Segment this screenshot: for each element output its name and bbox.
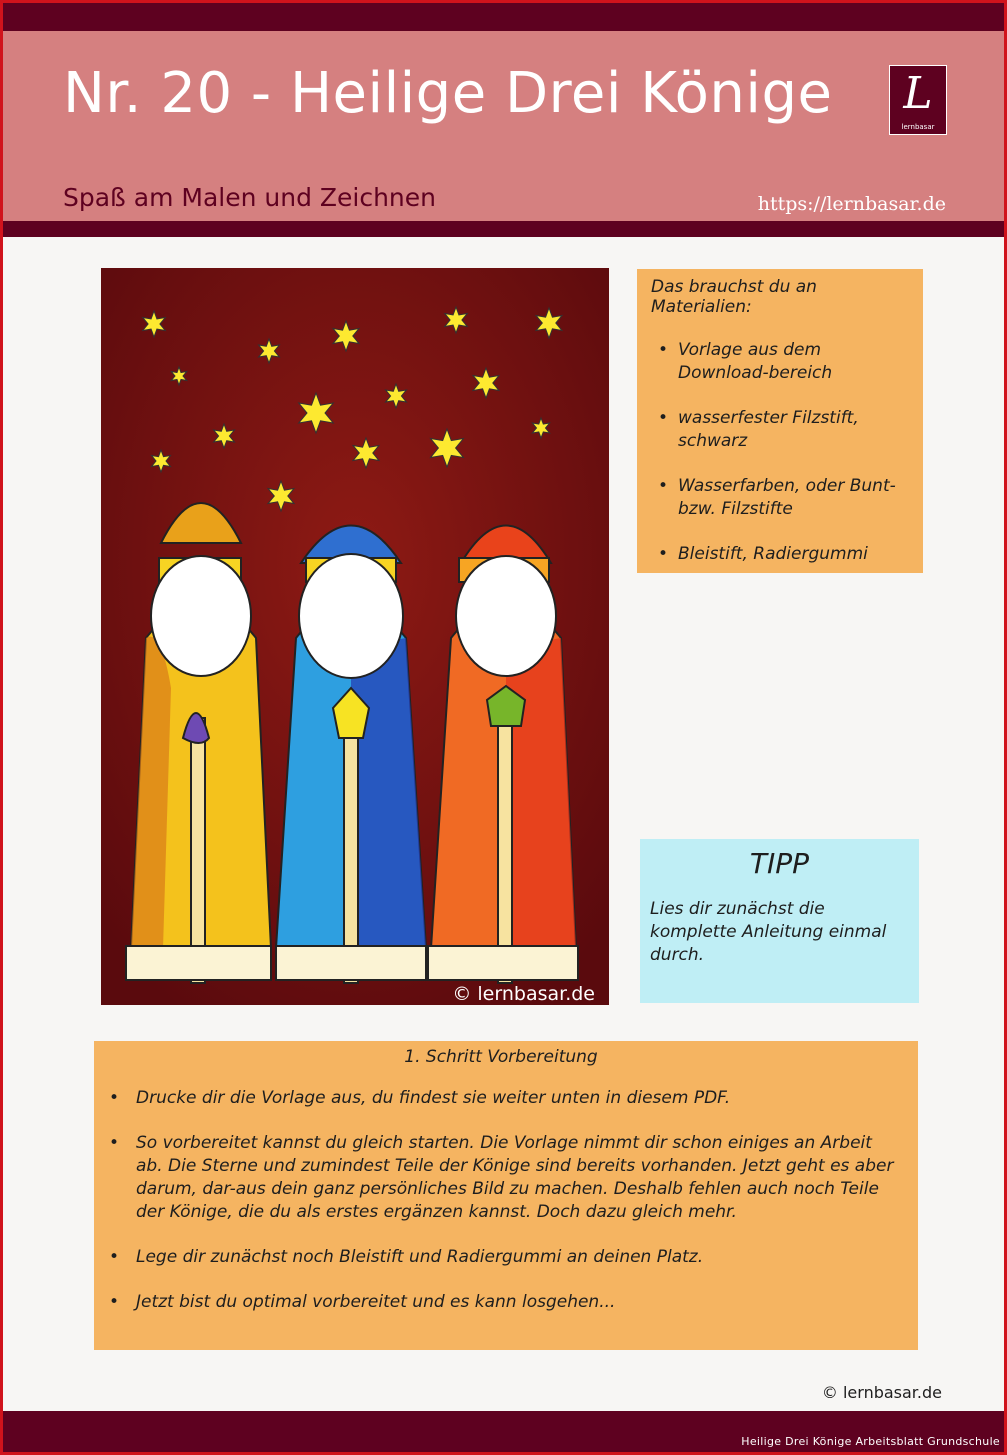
materials-list — [651, 339, 913, 566]
steps-list — [106, 1087, 896, 1314]
step-item: • Drucke dir die Vorlage aus, du findest sie weiter unten in diesem PDF. — [106, 1087, 896, 1110]
page-title: Nr. 20 - Heilige Drei Könige — [63, 61, 833, 126]
materials-box — [637, 269, 923, 573]
top-bar — [3, 3, 1004, 31]
lernbasar-logo[interactable] — [889, 65, 947, 135]
tipp-title: TIPP — [749, 847, 810, 880]
materials-item: • Bleistift, Radiergummi — [651, 543, 913, 566]
step-item: • So vorbereitet kannst du gleich starten. Die Vorlage nimmt dir schon einiges an Arbeit ab. Die Sterne und zumindest Teile der Könige sind bereits vorhanden. Jetzt geht es aber darum, dar-aus dein ganz persönliches Bild zu machen. Deshalb fehlen auch noch Teile der Könige, die du als erstes ergänzen kannst. Doch dazu gleich mehr. — [106, 1132, 896, 1224]
materials-heading: Das brauchst du an Materialien: — [651, 277, 817, 317]
page-subtitle: Spaß am Malen und Zeichnen — [63, 183, 436, 212]
logo-text: lernbasar — [901, 123, 935, 131]
logo-letter: L — [903, 68, 933, 119]
step-title: 1. Schritt Vorbereitung — [404, 1047, 598, 1067]
three-kings-painting — [101, 268, 609, 1005]
materials-item: • wasserfester Filzstift, schwarz — [651, 407, 913, 453]
bottom-caption: Heilige Drei Könige Arbeitsblatt Grundschule — [741, 1435, 1000, 1448]
step-item: • Jetzt bist du optimal vorbereitet und es kann losgehen... — [106, 1291, 896, 1314]
materials-item: • Wasserfarben, oder Bunt- bzw. Filzstifte — [651, 475, 913, 521]
painting-credit: © lernbasar.de — [452, 983, 595, 1005]
step-1-box — [94, 1041, 918, 1350]
site-url[interactable]: https://lernbasar.de — [757, 193, 946, 215]
materials-item: • Vorlage aus dem Download-bereich — [651, 339, 913, 385]
three-kings-illustration — [101, 268, 609, 1005]
header-bottom-bar — [3, 221, 1004, 237]
header — [3, 31, 1004, 221]
tipp-text: Lies dir zunächst die komplette Anleitung einmal durch. — [650, 899, 887, 965]
step-item: • Lege dir zunächst noch Bleistift und Radiergummi an deinen Platz. — [106, 1246, 896, 1269]
footer-credit: © lernbasar.de — [821, 1383, 942, 1402]
tipp-box — [640, 839, 919, 1003]
